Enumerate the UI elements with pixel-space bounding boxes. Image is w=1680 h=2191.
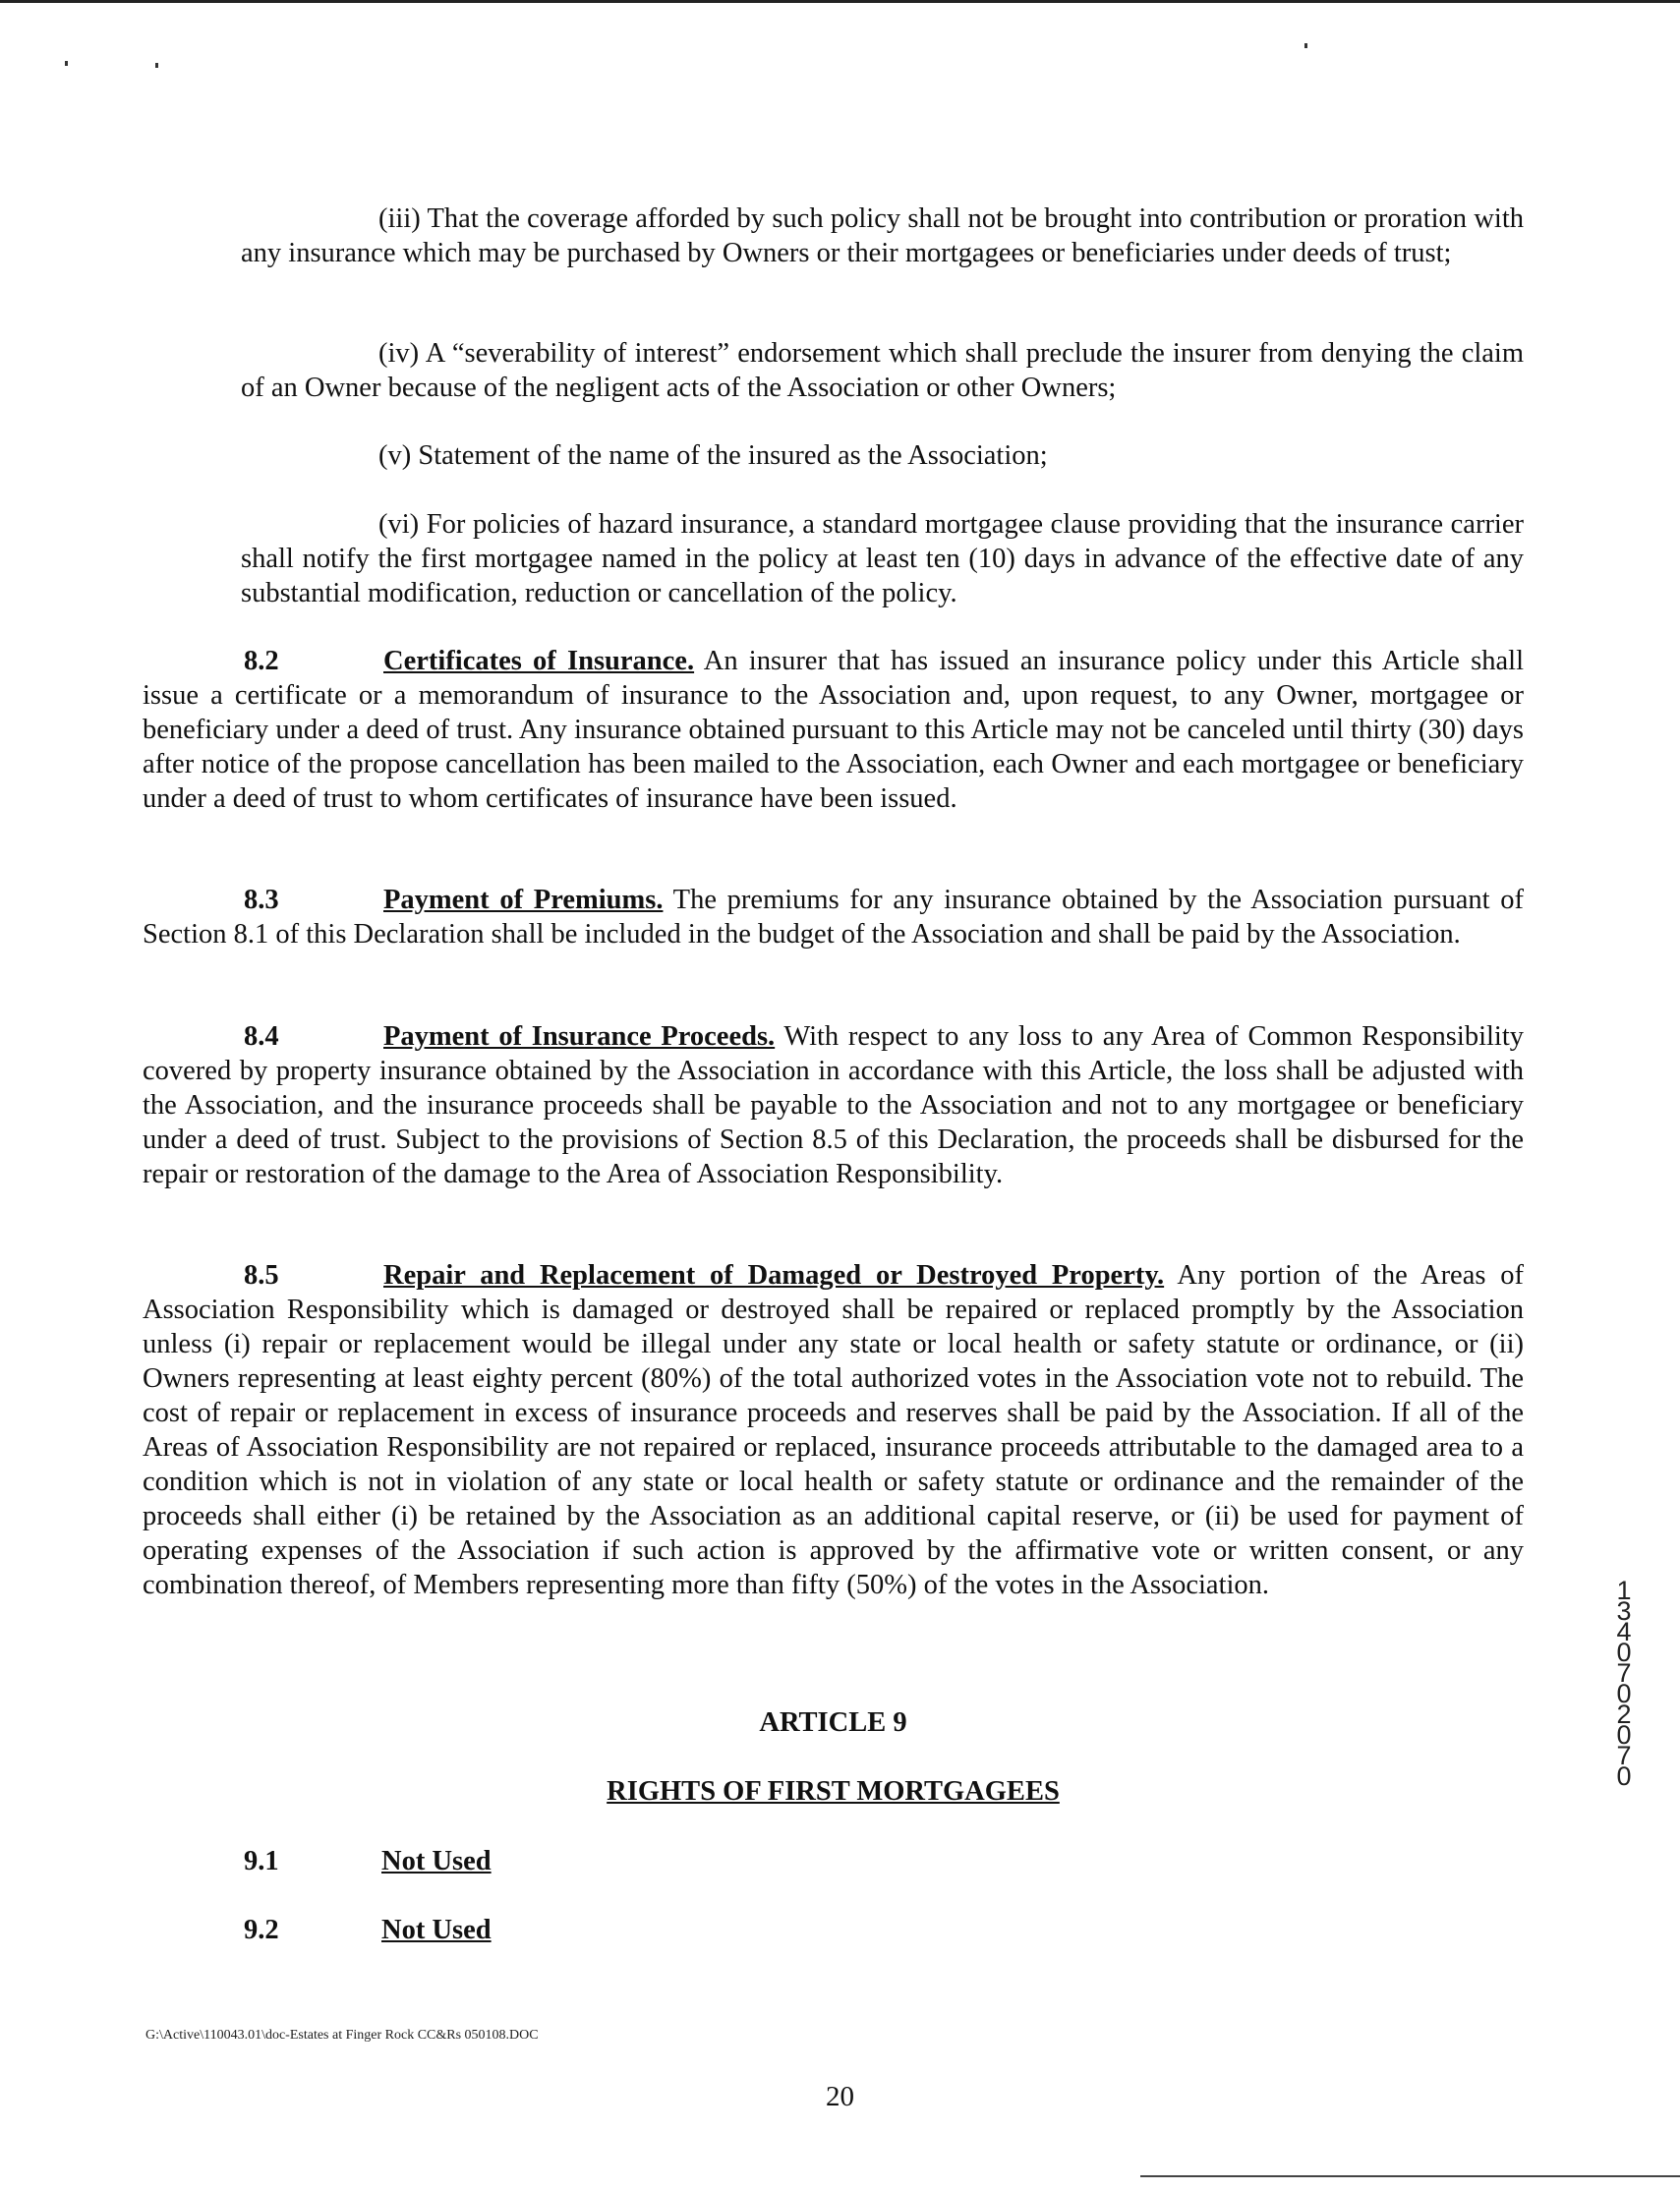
section-number: 8.4 <box>244 1021 279 1052</box>
top-border-line <box>0 0 1680 3</box>
scan-speck <box>1304 43 1307 48</box>
section-heading: Payment of Premiums. <box>383 885 664 915</box>
page-number: 20 <box>826 2081 854 2112</box>
item-label: Not Used <box>381 1915 492 1945</box>
section-heading: Payment of Insurance Proceeds. <box>383 1021 776 1052</box>
section-text: With respect to any loss to any Area of Common Responsibility covered by property insurance obtained by the Association in accordance with this Article, the loss shall be adjusted with the Association, and the insurance proceeds shall be payable to the Association and not to any mortgagee or beneficiary under a deed of trust. Subject to the provisions of Section 8.5 of this Declaration, the proceeds shall be disbursed for the repair or restoration of the damage to the Area of Association Responsibility. <box>143 1021 1524 1189</box>
article-item <box>244 1844 492 1878</box>
clause-iii: (iii) That the coverage afforded by such policy shall not be brought into contribution or proration with any insurance which may be purchased by Owners or their mortgagees or beneficiaries under deeds of trust; <box>241 203 1524 268</box>
section-heading: Repair and Replacement of Damaged or Destroyed Property. <box>383 1260 1165 1291</box>
section-text: Any portion of the Areas of Association Responsibility which is damaged or destroyed shall be repaired or replaced promptly by the Association unless (i) repair or replacement would be illegal under any state or local health or safety statute or ordinance, or (ii) Owners representing at least eighty percent (80%) of the total authorized votes in the Association vote not to rebuild. The cost of repair or replacement in excess of insurance proceeds and reserves shall be paid by the Association. If all of the Areas of Association Responsibility are not repaired or replaced, insurance proceeds attributable to the damaged area to a condition which is not in violation of any state or local health or safety statute or ordinance and the remainder of the proceeds shall either (i) be retained by the Association as an additional capital reserve, or (ii) be used for payment of operating expenses of the Association if such action is approved by the affirmative vote or written consent, or any combination thereof, of Members representing more than fifty (50%) of the votes in the Association. <box>143 1260 1524 1600</box>
scan-speck <box>155 63 158 68</box>
article-item <box>244 1913 492 1947</box>
clause-iv: (iv) A “severability of interest” endorsement which shall preclude the insurer from denying the claim of an Owner because of the negligent acts of the Association or other Owners; <box>241 338 1524 403</box>
article-title: ARTICLE 9 <box>759 1707 907 1738</box>
section-number: 8.2 <box>244 646 279 676</box>
clause-vi: (vi) For policies of hazard insurance, a standard mortgagee clause providing that the insurance carrier shall notify the first mortgagee named in the policy at least ten (10) days in advance of the effective date of any substantial modification, reduction or cancellation of the policy. <box>241 509 1524 608</box>
item-number: 9.1 <box>244 1846 279 1876</box>
item-label: Not Used <box>381 1846 492 1876</box>
item-number: 9.2 <box>244 1915 279 1945</box>
footer-file-path: G:\Active\110043.01\doc-Estates at Finger Rock CC&Rs 050108.DOC <box>145 2028 539 2043</box>
clause-v: (v) Statement of the name of the insured as the Association; <box>378 440 1048 471</box>
section-number: 8.3 <box>244 885 279 915</box>
article-subtitle-wrap <box>143 1774 1524 1809</box>
section-8-5 <box>143 1258 1524 1602</box>
article-subtitle: RIGHTS OF FIRST MORTGAGEES <box>607 1776 1060 1807</box>
section-8-4 <box>143 1019 1524 1191</box>
section-number: 8.5 <box>244 1260 279 1291</box>
section-text: An insurer that has issued an insurance policy under this Article shall issue a certificate or a memorandum of insurance to the Association and, upon request, to any Owner, mortgagee or beneficiary under a deed of trust. Any insurance obtained pursuant to this Article may not be canceled until thirty (30) days after notice of the propose cancellation has been mailed to the Association, each Owner and each mortgagee or beneficiary under a deed of trust to whom certificates of insurance have been issued. <box>143 646 1524 814</box>
scan-speck <box>65 61 68 66</box>
bottom-border-line <box>1140 2175 1680 2177</box>
section-8-2 <box>143 644 1524 816</box>
section-text: The premiums for any insurance obtained by the Association pursuant of Section 8.1 of this Declaration shall be included in the budget of the Association and shall be paid by the Association. <box>143 885 1524 950</box>
section-heading: Certificates of Insurance. <box>383 646 695 676</box>
side-recording-stamp: 13407 02070 <box>1616 1576 1632 1791</box>
section-8-3 <box>143 883 1524 951</box>
